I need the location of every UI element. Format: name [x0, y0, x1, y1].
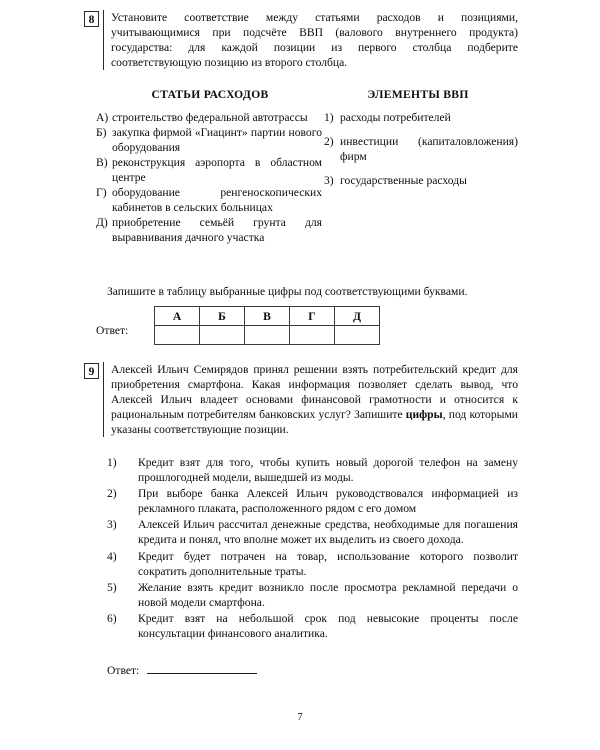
answer-label: Ответ:: [107, 664, 140, 677]
table-row: [155, 326, 380, 345]
answer-label: Ответ:: [96, 324, 129, 337]
task-9-stem-wrap: [104, 362, 518, 437]
page-number: 7: [297, 712, 303, 723]
task-9-stem-part1: Алексей Ильич Семирядов принял решении взять потребительский кредит для приобретения смартфона. Какая информация позволяет сделать вывод, что Алексей Ильич владеет основами финансовой грамотности и относится к рациональным потребителям банковских услуг? Запишите: [111, 363, 518, 422]
gdp-elements-column: [324, 88, 518, 245]
option-text: Кредит взят на небольшой срок под невысокие проценты после консультации финансового аналитика.: [138, 611, 518, 641]
list-item: [324, 110, 518, 125]
option-key: 1): [107, 456, 117, 469]
option-key: 3): [107, 518, 117, 532]
task-9-stem-emphasis: цифры: [405, 408, 443, 422]
expense-items-column: [96, 88, 324, 245]
write-instruction: Запишите в таблицу выбранные цифры под соответствующими буквами.: [107, 284, 468, 298]
task-9-options-list: [107, 455, 518, 642]
option-key: 4): [107, 549, 117, 563]
answer-cell-b[interactable]: [200, 326, 245, 345]
list-item: [107, 455, 518, 485]
task-8-header: [84, 10, 518, 70]
item-key: 2): [324, 135, 334, 148]
list-item: [96, 110, 324, 125]
task-8-stem-wrap: [104, 10, 518, 70]
right-column-title: ЭЛЕМЕНТЫ ВВП: [367, 88, 469, 101]
table-header-cell: Б: [200, 307, 245, 326]
item-text: закупка фирмой «Гиацинт» партии нового оборудования: [112, 126, 322, 154]
table-header-cell: Г: [290, 307, 335, 326]
list-item: [107, 486, 518, 516]
task-8-number: 8: [84, 11, 99, 27]
item-text: строительство федеральной автотрассы: [112, 111, 308, 124]
item-key: Б): [96, 126, 107, 139]
option-key: 5): [107, 580, 117, 594]
item-key: А): [96, 111, 109, 124]
table-header-cell: Д: [335, 307, 380, 326]
answer-cell-a[interactable]: [155, 326, 200, 345]
option-text: Желание взять кредит возникло после просмотра рекламной передачи о новой модели смартфона.: [138, 580, 518, 609]
answer-input-line[interactable]: [147, 662, 257, 674]
item-text: реконструкция аэропорта в областном центре: [112, 156, 322, 184]
list-item: [107, 549, 518, 579]
left-column-title: СТАТЬИ РАСХОДОВ: [151, 88, 269, 101]
task-9-stem-part2: , под которыми указаны соответствующие позиции.: [111, 408, 518, 437]
task-9-stem: [111, 362, 518, 437]
task-8: [84, 10, 518, 70]
matching-columns: [96, 88, 518, 245]
option-text: Кредит взят для того, чтобы купить новый дорогой телефон на замену прошлогодней модели, вышедшей из моды.: [138, 456, 518, 485]
item-key: В): [96, 156, 108, 169]
task-8-answer-area: [96, 306, 380, 345]
item-text: оборудование ренгеноскопических кабинетов в сельских больницах: [112, 186, 322, 214]
list-item: [96, 215, 324, 245]
item-key: Г): [96, 186, 107, 199]
list-item: [96, 185, 324, 215]
answer-cell-g[interactable]: [290, 326, 335, 345]
list-item: [96, 155, 324, 185]
task-9-number: 9: [84, 363, 99, 379]
task-8-stem: Установите соответствие между статьями расходов и позициями, учитывающимися при подсчёте ВВП (валового внутреннего продукта) государства: для каждой позиции из первого столбца подберите соответствующую позицию из второго столбца.: [111, 11, 518, 70]
option-key: 6): [107, 611, 117, 625]
option-text: Кредит будет потрачен на товар, использование которого позволит сократить дополнительные траты.: [138, 549, 518, 578]
item-key: 3): [324, 174, 334, 187]
item-key: Д): [96, 216, 108, 229]
task-9-answer-area: [107, 662, 257, 677]
task-9: [84, 362, 518, 437]
item-key: 1): [324, 111, 334, 124]
option-key: 2): [107, 487, 117, 501]
list-item: [107, 517, 518, 547]
table-header-cell: В: [245, 307, 290, 326]
answer-table: [154, 306, 380, 345]
item-text: расходы потребителей: [340, 111, 451, 124]
list-item: [324, 134, 518, 164]
list-item: [107, 611, 518, 641]
gdp-elements-list: [324, 110, 518, 188]
item-text: инвестиции (капиталовложения) фирм: [340, 135, 518, 163]
answer-cell-d[interactable]: [335, 326, 380, 345]
option-text: Алексей Ильич рассчитал денежные средства, необходимые для погашения кредита и понял, что вполне может их выделить из своего дохода.: [138, 518, 518, 547]
task-9-header: [84, 362, 518, 437]
table-row: [155, 307, 380, 326]
answer-cell-v[interactable]: [245, 326, 290, 345]
list-item: [324, 173, 518, 188]
list-item: [96, 125, 324, 155]
table-header-cell: А: [155, 307, 200, 326]
item-text: приобретение семьёй грунта для выравнивания дачного участка: [112, 216, 322, 244]
item-text: государственные расходы: [340, 174, 467, 187]
list-item: [107, 580, 518, 610]
expense-items-list: [96, 110, 324, 245]
option-text: При выборе банка Алексей Ильич руководствовался информацией из рекламного плаката, расположенного рядом с его домом: [138, 487, 518, 516]
